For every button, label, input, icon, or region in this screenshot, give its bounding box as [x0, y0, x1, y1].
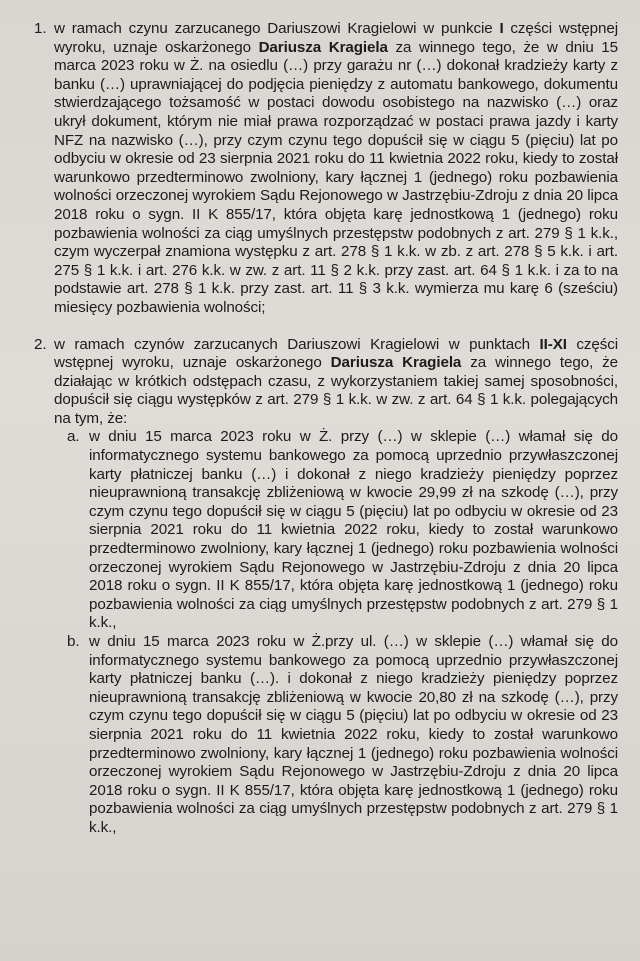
- item-body: [54, 20, 618, 318]
- verdict-item-2: [34, 336, 618, 429]
- sub-item-b: [67, 633, 618, 838]
- bold-point-ref: II-XI: [539, 335, 567, 353]
- text-run: części wstępnej wyroku, uznaje oskarżonego: [54, 335, 618, 372]
- sub-item-a: [67, 428, 618, 633]
- text-run: części wstępnej wyroku, uznaje oskarżonego: [54, 20, 618, 56]
- sub-item-list: [34, 428, 618, 837]
- sub-item-text: w dniu 15 marca 2023 roku w Ż. przy (…) w sklepie (…) włamał się do informatycznego systemu bankowego za pomocą uprzednio przywłaszczonej karty płatniczej banku (…) i dokonał z niego kradzieży pieniędzy poprzez nieuprawnioną transakcję zbliżeniową w kwocie 29,99 zł na szkodę (…), przy czym czynu tego dopuścił się w ciągu 5 (pięciu) lat po odbyciu w okresie od 23 sierpnia 2021 roku do 11 kwietnia 2022 roku, kiedy to został warunkowo przedterminowo zwolniony, kary łącznej 1 (jednego) roku pozbawienia wolności orzeczonej wyrokiem Sądu Rejonowego w Jastrzębiu-Zdroju z dnia 20 lipca 2018 roku o sygn. II K 855/17, która objęta karę jednostkową 1 (jednego) roku pozbawienia wolności za ciąg umyślnych przestępstw podobnych z art. 279 § 1 k.k.,: [89, 428, 618, 632]
- text-run: w ramach czynu zarzucanego Dariuszowi Kragielowi w punkcie: [54, 20, 500, 37]
- text-run: za winnego tego, że w dniu 15 marca 2023 roku w Ż. na osiedlu (…) przy garażu nr (…) dokonał kradzieży karty z banku (…) uprawniającej do podjęcia pieniędzy z automatu bankowego, dokumentu stwierdzającego tożsamość w postaci dowodu osobistego na nazwisko (…) oraz ukrył dokument, którym nie miał prawa rozporządzać w postaci prawa jazdy i karty NFZ na nazwisko (…), przy czym czynu tego dopuścił się w ciągu 5 (pięciu) lat po odbyciu w okresie od 23 sierpnia 2021 roku do 11 kwietnia 2022 roku, kiedy to został warunkowo przedterminowo zwolniony, kary łącznej 1 (jednego) roku pozbawienia wolności orzeczonej wyrokiem Sądu Rejonowego w Jastrzębiu-Zdroju z dnia 20 lipca 2018 roku o sygn. II K 855/17, która objęta karę jednostkową 1 (jednego) roku pozbawienia wolności za ciąg umyślnych przestępstw podobnych z art. 279 § 1 k.k., czym wyczerpał znamiona występku z art. 278 § 1 k.k. w zb. z art. 278 § 5 k.k. i art. 275 § 1 k.k. i art. 276 k.k. w zw. z art. 11 § 2 k.k. przy zast. art. 64 § 1 k.k. i za to na podstawie art. 278 § 1 k.k. przy zast. art. 11 § 3 k.k. wymierza mu karę 6 (sześciu) miesięcy pozbawienia wolności;: [54, 38, 618, 316]
- bold-defendant-name: Dariusza Kragiela: [330, 354, 462, 372]
- sub-item-letter: b.: [67, 633, 80, 650]
- item-number: 1.: [34, 20, 47, 37]
- sub-item-text: w dniu 15 marca 2023 roku w Ż.przy ul. (…) w sklepie (…) włamał się do informatycznego systemu bankowego za pomocą uprzednio przywłaszczonej karty płatniczej banku (…). i dokonał z niego kradzieży pieniędzy poprzez nieuprawnioną transakcję zbliżeniową w kwocie 20,80 zł na szkodę (…), przy czym czynu tego dopuścił się w ciągu 5 (pięciu) lat po odbyciu w okresie od 23 sierpnia 2021 roku do 11 kwietnia 2022 roku, kiedy to został warunkowo przedterminowo zwolniony, kary łącznej 1 (jednego) roku pozbawienia wolności orzeczonej wyrokiem Sądu Rejonowego w Jastrzębiu-Zdroju z dnia 20 lipca 2018 roku o sygn. II K 855/17, która objęta karę jednostkową 1 (jednego) roku pozbawienia wolności za ciąg umyślnych przestępstw podobnych z art. 279 § 1 k.k.,: [89, 633, 618, 836]
- item-number: 2.: [34, 335, 47, 353]
- verdict-item-1: [34, 20, 618, 318]
- text-run: w ramach czynów zarzucanych Dariuszowi Kragielowi w punktach: [54, 335, 540, 353]
- text-run: za winnego tego, że działając w krótkich odstępach czasu, z wykorzystaniem takiej samej sposobności, dopuścił się ciągu występków z art. 279 § 1 k.k. w zw. z art. 64 § 1 k.k. polegających na tym, że:: [54, 354, 619, 427]
- bold-point-ref: I: [499, 20, 504, 37]
- sub-item-letter: a.: [67, 428, 80, 446]
- item-body: [54, 336, 618, 429]
- bold-defendant-name: Dariusza Kragiela: [258, 38, 388, 56]
